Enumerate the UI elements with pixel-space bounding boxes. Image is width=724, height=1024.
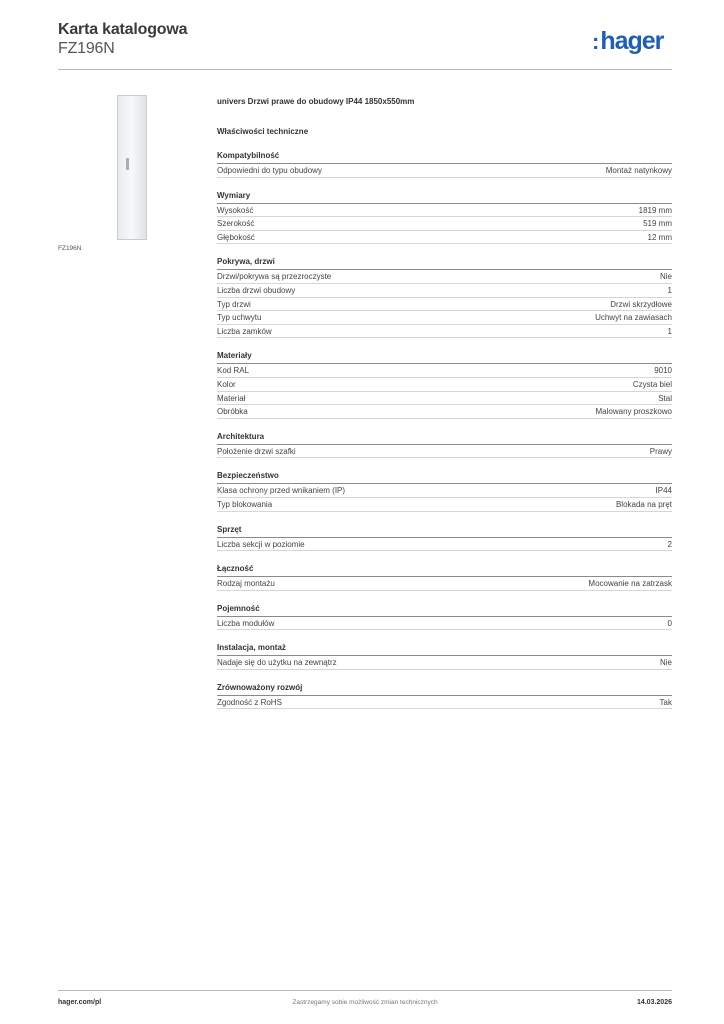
spec-label: Typ blokowania [217,499,273,509]
spec-group [217,524,672,552]
spec-group-title: Materiały [217,350,672,364]
spec-row [217,696,672,710]
spec-group [217,682,672,710]
footer-website[interactable]: hager.com/pl [58,999,102,1006]
spec-row [217,217,672,231]
spec-group [217,470,672,511]
spec-value: IP44 [655,486,672,496]
spec-value: Nie [659,658,672,668]
section-heading: Właściwości techniczne [217,127,309,136]
logo-mark: : [592,29,600,54]
document-header [58,20,187,58]
spec-group [217,431,672,459]
spec-row [217,656,672,670]
product-image-caption: FZ196N [58,245,82,252]
spec-group-title: Zrównoważony rozwój [217,682,672,696]
spec-value: 1 [667,285,672,295]
spec-value: Czysta biel [632,379,672,389]
logo-text: hager [600,27,664,55]
spec-label: Liczba modułów [217,618,275,628]
spec-value: 0 [667,618,672,628]
spec-group-title: Instalacja, montaż [217,642,672,656]
spec-row [217,445,672,459]
spec-value: Blokada na pręt [615,499,672,509]
spec-row [217,364,672,378]
spec-group-title: Sprzęt [217,524,672,538]
spec-label: Kolor [217,379,236,389]
spec-row [217,298,672,312]
spec-value: Mocowanie na zatrzask [588,579,672,589]
spec-row [217,164,672,178]
footer-divider [58,990,672,991]
product-name: univers Drzwi prawe do obudowy IP44 1850x550mm [217,97,415,106]
spec-label: Typ drzwi [217,299,251,309]
spec-label: Drzwi/pokrywa są przezroczyste [217,272,332,282]
door-handle-icon [126,158,129,170]
spec-value: 519 mm [643,219,672,229]
spec-value: Montaż natynkowy [605,166,672,175]
spec-row [217,204,672,218]
spec-group-title: Pokrywa, drzwi [217,256,672,270]
spec-groups [217,150,672,709]
spec-row [217,231,672,245]
spec-label: Głębokość [217,232,255,242]
spec-row [217,498,672,512]
spec-row [217,617,672,631]
spec-value: Tak [659,697,672,707]
spec-group-title: Wymiary [217,190,672,204]
spec-label: Szerokość [217,219,255,229]
spec-row [217,325,672,339]
spec-group-title: Bezpieczeństwo [217,470,672,484]
spec-row [217,311,672,325]
document-title: Karta katalogowa [58,21,188,38]
spec-group [217,150,672,178]
spec-label: Liczba sekcji w poziomie [217,539,305,549]
spec-row [217,270,672,284]
spec-value: 2 [667,539,672,549]
spec-row [217,484,672,498]
spec-group-title: Architektura [217,431,672,445]
footer-note: Zastrzegamy sobie możliwość zmian technicznych [292,999,438,1006]
spec-value: 1819 mm [638,205,672,215]
spec-label: Odpowiedni do typu obudowy [217,166,322,175]
spec-value: Uchwyt na zawiasach [595,313,672,323]
spec-row [217,392,672,406]
spec-label: Zgodność z RoHS [217,697,282,707]
spec-group [217,190,672,245]
spec-group-title: Łączność [217,563,672,577]
spec-value: Nie [659,272,672,282]
spec-label: Klasa ochrony przed wnikaniem (IP) [217,486,346,496]
spec-label: Położenie drzwi szafki [217,446,296,456]
spec-group [217,350,672,418]
spec-group-title: Pojemność [217,603,672,617]
footer-date: 14.03.2026 [636,999,672,1006]
spec-value: 12 mm [647,232,672,242]
header-divider [58,69,672,70]
spec-row [217,577,672,591]
spec-label: Nadaje się do użytku na zewnątrz [217,658,337,668]
specification-panel [217,96,672,709]
spec-label: Obróbka [217,407,248,417]
spec-group [217,603,672,631]
spec-group [217,256,672,338]
spec-label: Rodzaj montażu [217,579,275,589]
spec-value: Drzwi skrzydłowe [610,299,672,309]
spec-group [217,563,672,591]
spec-row [217,538,672,552]
hager-logo [592,26,663,57]
spec-label: Liczba drzwi obudowy [217,285,296,295]
door-icon [117,95,147,240]
spec-value: Malowany proszkowo [595,407,672,417]
product-code: FZ196N [58,40,115,57]
spec-label: Liczba zamków [217,326,272,336]
spec-value: Stal [658,393,672,403]
spec-value: 1 [667,326,672,336]
spec-row [217,284,672,298]
spec-value: Prawy [649,446,672,456]
spec-label: Typ uchwytu [217,313,262,323]
spec-label: Materiał [217,393,246,403]
spec-label: Kod RAL [217,366,250,376]
spec-value: 9010 [654,366,672,376]
spec-group-title: Kompatybilność [217,150,672,164]
spec-row [217,378,672,392]
spec-group [217,642,672,670]
spec-row [217,405,672,419]
spec-label: Wysokość [217,205,254,215]
product-image [58,95,206,241]
